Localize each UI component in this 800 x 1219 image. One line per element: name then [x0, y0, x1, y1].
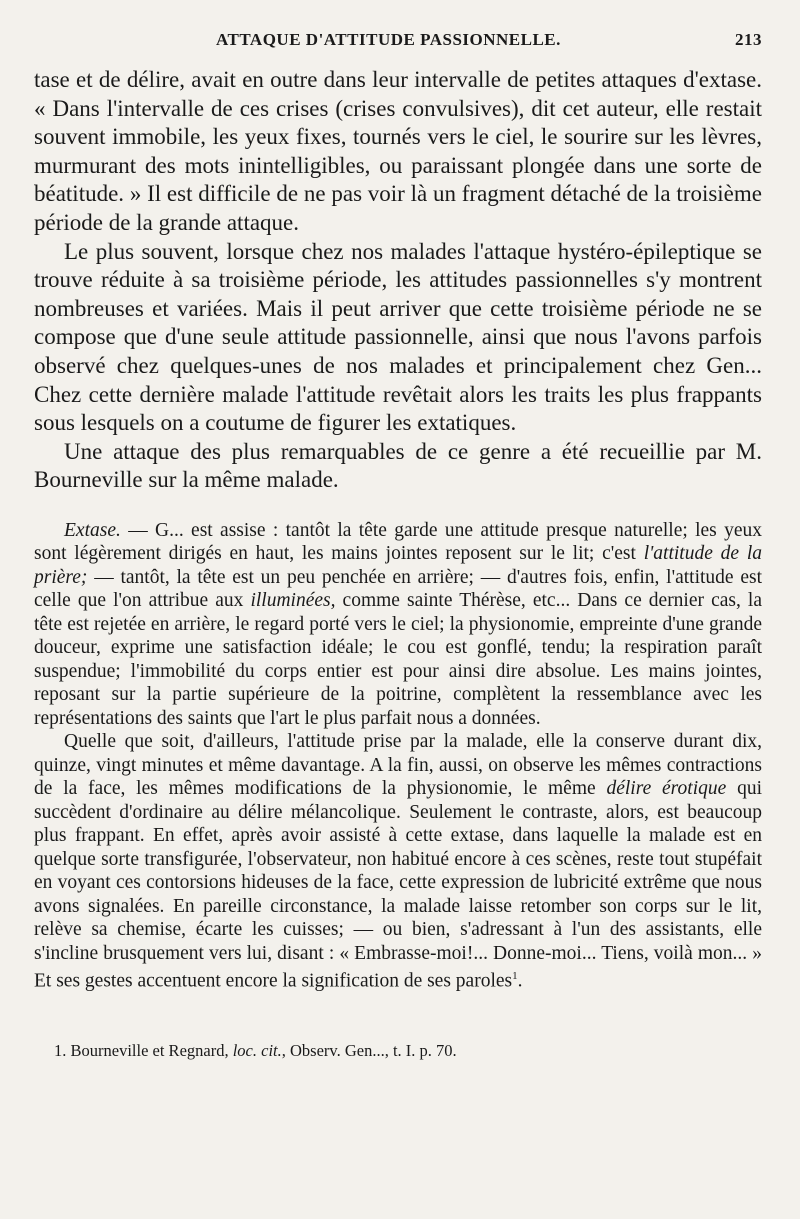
p5-text-a: Quelle que soit, d'ailleurs, l'attitude prise par la malade, elle la conserve durant dix, quinze, vingt minutes et même davantage. A la fin, aussi, on observe les mêmes contractions de la face, les mêmes modifications de la physionomie, le même [34, 731, 762, 800]
paragraph-5 [34, 730, 762, 993]
paragraph-2: Le plus souvent, lorsque chez nos malades l'attaque hystéro-épileptique se trouve réduite à sa troisième période, les attitudes passionnelles s'y montrent nombreuses et variées. Mais il peut arriver que cette troisième période ne se compose que d'une seule attitude passionnelle, ainsi que nous l'avons parfois observé chez quelques-unes de nos malades et principalement chez Gen... Chez cette dernière malade l'attitude revêtait alors les traits les plus frappants sous lesquels on a coutume de figurer les extatiques. [34, 238, 762, 436]
extase-em-priere: l'attitude de la prière; [34, 543, 762, 588]
footnote-ref: 1 [512, 970, 518, 983]
footnote-text-a: Bourneville et Regnard, [66, 1041, 233, 1061]
p5-em-delire: délire érotique [606, 778, 727, 800]
footnote-number: 1. [54, 1041, 67, 1061]
footnote-text-b: , Observ. Gen..., t. I. p. 70. [281, 1041, 457, 1061]
p5-text-b: qui succèdent d'ordinaire au délire mélancolique. Seulement le contraste, alors, est beaucoup plus frappant. En effet, après avoir assisté à cette extase, dans laquelle la malade est en quelque sorte transfigurée, l'observateur, non habitué encore à ces scènes, reste tout stupéfait en voyant ces contorsions hideuses de la face, cette expression de lubricité extrême que nous avons signalées. En pareille circonstance, la malade laisse retomber son corps sur le lit, relève sa chemise, écarte les cuisses; — ou bien, s'adressant à l'un des assistants, elle s'incline brusquement vers lui, disant : « Embrasse-moi!... Donne-moi... Tiens, voilà mon... » Et ses gestes accentuent encore la signification de ses paroles [34, 778, 762, 992]
main-text [34, 66, 762, 993]
extase-label: Extase. [64, 519, 121, 541]
paragraph-extase [34, 519, 762, 731]
running-header [34, 26, 762, 66]
extase-em-illuminees: illuminées, [250, 590, 336, 612]
paragraph-3: Une attaque des plus remarquables de ce genre a été recueillie par M. Bourneville sur la même malade. [34, 438, 762, 493]
section-gap [34, 495, 762, 519]
p5-end: . [517, 970, 523, 992]
extase-text-c: comme sainte Thérèse, etc... Dans ce dernier cas, la tête est rejetée en arrière, le regard porté vers le ciel; la physionomie, empreinte d'une grande douceur, exprime une satisfaction idéale; le cou est gonflé, tendu; la respiration paraît suspendue; l'immobilité du corps entier est pour ainsi dire absolue. Les mains jointes, reposant sur la partie supérieure de la poitrine, complètent la ressemblance avec les représentations des saints que l'art le plus parfait nous a données. [34, 590, 762, 729]
extase-text-a: — G... est assise : tantôt la tête garde une attitude presque naturelle; les yeux sont légèrement dirigés en haut, les mains jointes reposent sur le lit; c'est [34, 519, 762, 565]
running-title: ATTAQUE D'ATTITUDE PASSIONNELLE. [216, 30, 561, 49]
page-number: 213 [735, 30, 762, 49]
extase-text-b: — tantôt, la tête est un peu penchée en arrière; — d'autres fois, enfin, l'attitude est celle que l'on attribue aux [34, 566, 762, 612]
paragraph-1: tase et de délire, avait en outre dans leur intervalle de petites attaques d'extase. « Dans l'intervalle de ces crises (crises convulsives), dit cet auteur, elle restait souvent immobile, les yeux fixes, tournés vers le ciel, le sourire sur les lèvres, murmurant des mots inintelligibles, ou paraissant plongée dans une sorte de béatitude. » Il est difficile de ne pas voir là un fragment détaché de la troisième période de la grande attaque. [34, 67, 762, 235]
footnote [34, 1041, 762, 1061]
footnote-em: loc. cit. [232, 1041, 282, 1061]
